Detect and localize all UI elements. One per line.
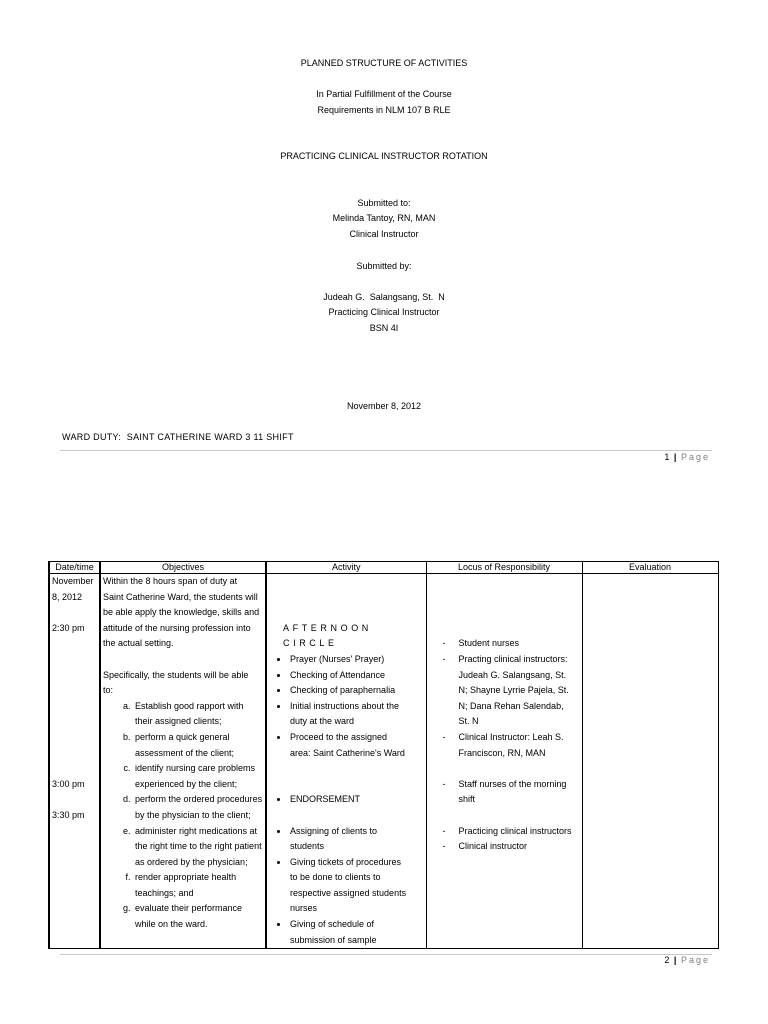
objectives-intro [103, 574, 263, 652]
locus-item: - Clinical instructor [459, 839, 580, 855]
endorsement-item: • ENDORSEMENT [289, 792, 424, 808]
locus-group-3 [429, 824, 580, 855]
submitted-by-section: BSN 4I [369, 323, 399, 333]
activity-item: • Assigning of clients to students [289, 824, 424, 855]
activity-item: • Checking of Attendance [289, 668, 424, 684]
objective-item: a. Establish good rapport with their assigned clients; [133, 699, 263, 730]
page-word: Page [680, 955, 710, 965]
objective-item: g. evaluate their performance while on the ward. [133, 901, 263, 932]
activity-table [48, 561, 719, 949]
locus-item: - Clinical Instructor: Leah S. Franciscon, RN, MAN [459, 730, 580, 761]
activity-item: • Proceed to the assigned area: Saint Catherine's Ward [289, 730, 424, 761]
page-number: 2 [664, 955, 670, 965]
evaluation-cell [582, 574, 718, 949]
submitted-to-label: Submitted to: [357, 198, 411, 208]
objective-item: c. identify nursing care problems experienced by the client; [133, 761, 263, 792]
activity-item: • Checking of paraphernalia [289, 683, 424, 699]
locus-cell [426, 574, 582, 949]
locus-item: - Staff nurses of the morning shift [459, 777, 580, 808]
objectives-cell [100, 574, 266, 949]
locus-group-1 [429, 636, 580, 761]
objectives-list [103, 699, 263, 933]
header-evaluation: Evaluation [582, 562, 718, 574]
date-line-2: 8, 2012 [52, 591, 83, 602]
ward-duty-line: WARD DUTY: SAINT CATHERINE WARD 3 11 SHIFT [62, 432, 294, 442]
objective-item: f. render appropriate health teachings; and [133, 870, 263, 901]
objectives-intro-line: Within the 8 hours span of duty at [103, 576, 238, 586]
time-230: 2:30 pm [52, 622, 85, 633]
objective-item: b. perform a quick general assessment of the client; [133, 730, 263, 761]
header-objectives: Objectives [100, 562, 266, 574]
objectives-intro-line: Saint Catherine Ward, the students will [103, 591, 258, 602]
objectives-intro-line: be able apply the knowledge, skills and [103, 607, 260, 618]
submitted-by-name: Judeah G. Salangsang, St. N [323, 292, 445, 302]
table-row [49, 574, 718, 949]
activity-item: • Prayer (Nurses' Prayer) [289, 652, 424, 668]
datetime-cell [49, 574, 100, 949]
objectives-intro-line: attitude of the nursing profession into [103, 622, 251, 633]
page-2-footer [664, 955, 710, 966]
footer-separator: | [673, 955, 677, 965]
page-number: 1 [664, 452, 670, 462]
table-header-row [49, 562, 718, 574]
locus-item: - Practicing clinical instructors [459, 824, 580, 840]
submitted-to-role: Clinical Instructor [349, 229, 419, 239]
afternoon-circle-heading: AFTERNOON CIRCLE [283, 622, 372, 649]
page-2-footer-rule [60, 954, 712, 955]
document-date: November 8, 2012 [346, 401, 422, 411]
page-1-footer-rule [60, 450, 712, 451]
fulfillment-line-2: Requirements in NLM 107 B RLE [317, 105, 451, 115]
objective-item: d. perform the ordered procedures by the physician to the client; [133, 792, 263, 823]
page-word: Page [680, 452, 710, 462]
objectives-specific-line: to: [103, 685, 114, 696]
submitted-to-name: Melinda Tantoy, RN, MAN [332, 213, 436, 223]
activity-cell [266, 574, 426, 949]
fulfillment-line-1: In Partial Fulfillment of the Course [316, 89, 452, 99]
document-title: PLANNED STRUCTURE OF ACTIVITIES [300, 58, 468, 68]
header-activity: Activity [266, 562, 426, 574]
activity-item: • Giving of schedule of submission of sample [289, 917, 424, 948]
rotation-title: PRACTICING CLINICAL INSTRUCTOR ROTATION [280, 151, 488, 161]
header-locus: Locus of Responsibility [426, 562, 582, 574]
objectives-specific-line: Specifically, the students will be able [103, 669, 249, 680]
locus-item: - Student nurses [459, 636, 580, 652]
page-1-footer [664, 452, 710, 463]
time-300: 3:00 pm [52, 778, 85, 789]
task-list [269, 824, 424, 949]
submitted-by-label: Submitted by: [356, 261, 412, 271]
endorsement-list [269, 792, 424, 808]
activity-item: • Initial instructions about the duty at the ward [289, 699, 424, 730]
footer-separator: | [673, 452, 677, 462]
objectives-intro-line: the actual setting. [103, 638, 174, 649]
time-330: 3:30 pm [52, 809, 85, 820]
submitted-by-role: Practicing Clinical Instructor [328, 307, 440, 317]
header-datetime: Date/time [49, 562, 100, 574]
locus-group-2 [429, 777, 580, 808]
objective-item: e. administer right medications at the right time to the right patient as ordered by the physician; [133, 824, 263, 871]
activity-item: • Giving tickets of procedures to be done to clients to respective assigned students nurses [289, 855, 424, 917]
afternoon-circle-list [269, 652, 424, 761]
locus-item: - Practing clinical instructors: Judeah G. Salangsang, St. N; Shayne Lyrrie Pajela, St. N; Dana Rehan Salendab, St. N [459, 652, 580, 730]
date-line-1: November [52, 576, 94, 586]
